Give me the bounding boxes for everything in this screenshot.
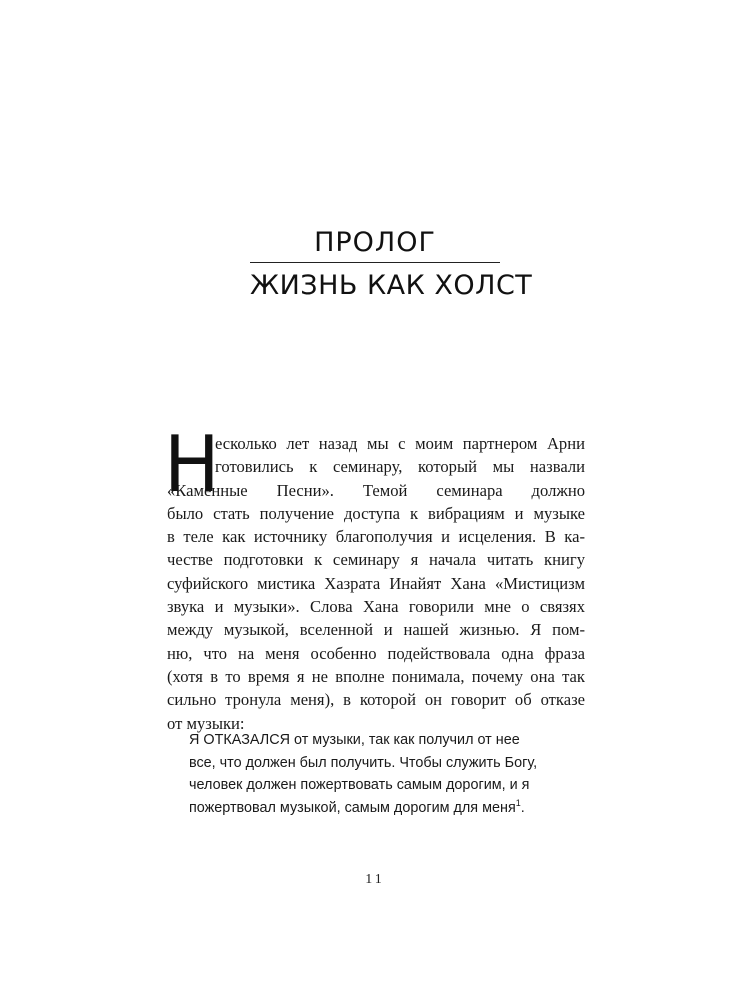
paragraph-line: от музыки: (167, 713, 245, 733)
quote-end-punctuation: . (520, 799, 525, 816)
paragraph-line: «Каменные Песни». Темой семинара должно (167, 480, 585, 500)
chapter-heading (250, 226, 533, 303)
quote-line-last (189, 797, 564, 820)
page-number: 11 (365, 872, 385, 887)
footnote-reference[interactable]: 1 (515, 797, 521, 808)
chapter-title: ЖИЗНЬ КАК ХОЛСТ (250, 270, 533, 301)
drop-cap: Н (164, 419, 220, 510)
chapter-label: ПРОЛОГ (314, 227, 436, 258)
heading-divider (250, 262, 500, 263)
quote-line: все, что должен был получить. Чтобы служить Богу, (189, 754, 538, 771)
paragraph-line: звука и музыки». Слова Хана говорили мне о связях (167, 597, 585, 617)
paragraph-line: было стать получение доступа к вибрациям и музыке (167, 503, 585, 523)
quote-line: человек должен пожертвовать самым дорогим, и я (189, 777, 530, 794)
block-quote (189, 729, 564, 819)
opening-paragraph (164, 419, 585, 735)
paragraph-line: ню, что на меня особенно подействовала одна фраза (167, 643, 585, 663)
paragraph-line: готовились к семинару, который мы назвали (215, 457, 585, 477)
quote-line-text: пожертвовал музыкой, самым дорогим для меня (189, 799, 516, 816)
quote-line: Я ОТКАЗАЛСЯ от музыки, так как получил от нее (189, 732, 520, 748)
paragraph-line: честве подготовки к семинару я начала читать книгу (167, 550, 585, 570)
paragraph-line: между музыкой, вселенной и нашей жизнью. Я пом- (167, 620, 585, 640)
paragraph-line: в теле как источнику благополучия и исцеления. В ка- (167, 527, 585, 547)
paragraph-line: сильно тронула меня), в которой он говорит об отказе (167, 690, 585, 710)
paragraph-line: есколько лет назад мы с моим партнером Арни (215, 434, 585, 453)
paragraph-line: (хотя в то время я не вполне понимала, почему она так (167, 666, 585, 686)
paragraph-line: суфийского мистика Хазрата Инайят Хана «Мистицизм (167, 573, 585, 593)
